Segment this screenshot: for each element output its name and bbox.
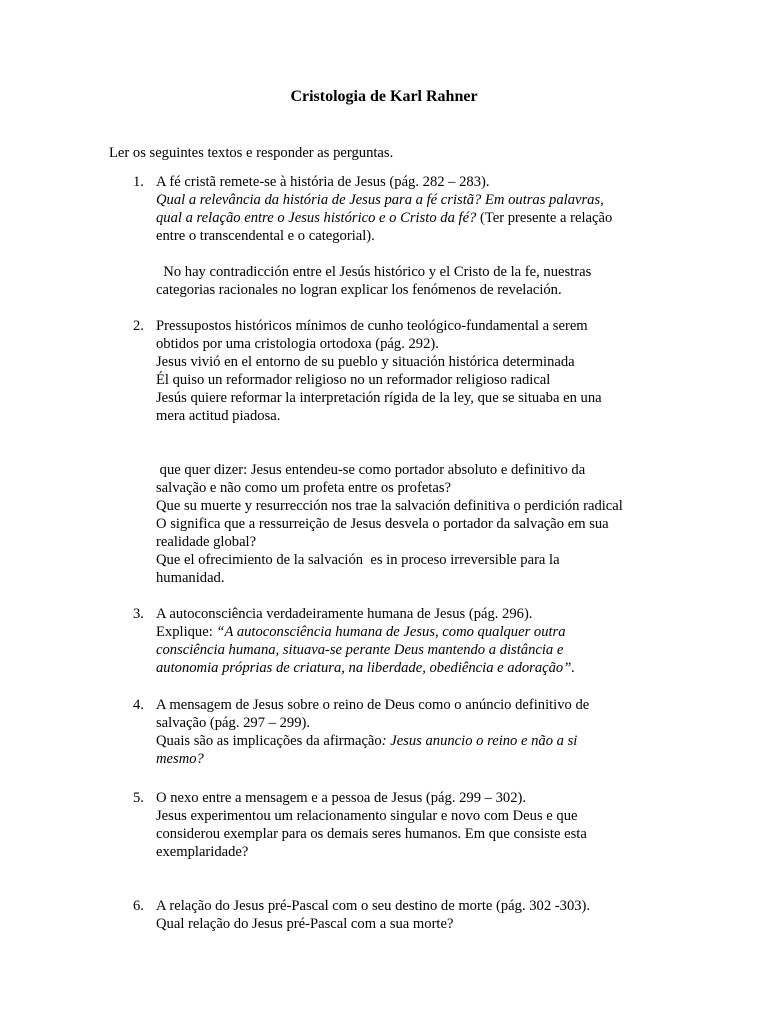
question-text: Pressupostos históricos mínimos de cunho teológico-fundamental a serem	[156, 318, 588, 334]
question-mixed-line	[156, 209, 656, 227]
question-body	[156, 605, 656, 677]
question-body	[156, 173, 656, 299]
question-number: 2.	[133, 318, 144, 334]
question-text: A relação do Jesus pré-Pascal com o seu destino de morte (pág. 302 -303).	[156, 898, 591, 914]
italic-text: autonomia próprias de criatura, na liberdade, obediência e adoração”.	[156, 660, 575, 676]
question-italic-text	[156, 641, 656, 659]
italic-text: Qual a relevância da história de Jesus para a fé cristã? Em outras palavras,	[156, 192, 604, 208]
question-text: Jesus experimentou um relacionamento singular e novo com Deus e que	[156, 808, 578, 824]
instructions: Ler os seguintes textos e responder as perguntas.	[109, 145, 394, 161]
paragraph-text: Que su muerte y resurrección nos trae la salvación definitiva o perdición radical	[156, 498, 623, 514]
question-text: O nexo entre a mensagem e a pessoa de Jesus (pág. 299 – 302).	[156, 790, 527, 806]
paragraph-text: Que el ofrecimiento de la salvación es in proceso irreversible para la	[156, 552, 560, 568]
question-body	[156, 696, 656, 768]
italic-text: consciência humana, situava-se perante Deus mantendo a distância e	[156, 642, 564, 658]
followup-paragraph	[156, 461, 666, 587]
answer-text: mera actitud piadosa.	[156, 408, 281, 424]
italic-text: : Jesus anuncio o reino e não a si	[381, 733, 578, 749]
question-text: entre o transcendental e o categorial).	[156, 228, 375, 244]
question-text: A fé cristã remete-se à história de Jesus (pág. 282 – 283).	[156, 174, 490, 190]
question-number: 3.	[133, 606, 144, 622]
answer-text: categorias racionales no logran explicar los fenómenos de revelación.	[156, 282, 562, 298]
question-number: 1.	[133, 174, 144, 190]
italic-text: qual a relação entre o Jesus histórico e o Cristo da fé?	[156, 210, 477, 226]
plain-text: Quais são as implicações da afirmação	[156, 733, 382, 749]
question-body	[156, 317, 656, 425]
question-body	[156, 789, 656, 861]
question-number: 4.	[133, 697, 144, 713]
question-body	[156, 897, 656, 933]
italic-text: “A autoconsciência humana de Jesus, como qualquer outra	[216, 624, 566, 640]
question-mixed-line	[156, 732, 656, 750]
question-number: 6.	[133, 898, 144, 914]
question-text: obtidos por uma cristologia ortodoxa (pág. 292).	[156, 336, 439, 352]
answer-text: No hay contradicción entre el Jesús histórico y el Cristo de la fe, nuestras	[156, 264, 592, 280]
plain-text: (Ter presente a relação	[476, 210, 613, 226]
question-mixed-line	[156, 623, 656, 641]
answer-text: Él quiso un reformador religioso no un reformador religioso radical	[156, 372, 551, 388]
question-text: A mensagem de Jesus sobre o reino de Deus como o anúncio definitivo de	[156, 697, 590, 713]
question-text: considerou exemplar para os demais seres humanos. Em que consiste esta	[156, 826, 587, 842]
plain-text: Explique:	[156, 624, 217, 640]
paragraph-text: humanidad.	[156, 570, 225, 586]
italic-text: mesmo?	[156, 751, 204, 767]
question-text: exemplaridade?	[156, 844, 249, 860]
document-title: Cristologia de Karl Rahner	[290, 88, 478, 105]
question-text: salvação (pág. 297 – 299).	[156, 715, 310, 731]
answer-text: Jesús quiere reformar la interpretación rígida de la ley, que se situaba en una	[156, 390, 602, 406]
paragraph-text: que quer dizer: Jesus entendeu-se como portador absoluto e definitivo da	[156, 462, 586, 478]
paragraph-text: salvação e não como um profeta entre os profetas?	[156, 480, 451, 496]
question-italic-text	[156, 659, 656, 677]
answer-text: Jesus vivió en el entorno de su pueblo y situación histórica determinada	[156, 354, 575, 370]
question-text: Qual relação do Jesus pré-Pascal com a sua morte?	[156, 916, 454, 932]
question-italic-text	[156, 750, 656, 768]
paragraph-text: O significa que a ressurreição de Jesus desvela o portador da salvação em sua	[156, 516, 609, 532]
question-text: A autoconsciência verdadeiramente humana de Jesus (pág. 296).	[156, 606, 533, 622]
question-number: 5.	[133, 790, 144, 806]
paragraph-text: realidade global?	[156, 534, 257, 550]
question-italic-text	[156, 191, 656, 209]
